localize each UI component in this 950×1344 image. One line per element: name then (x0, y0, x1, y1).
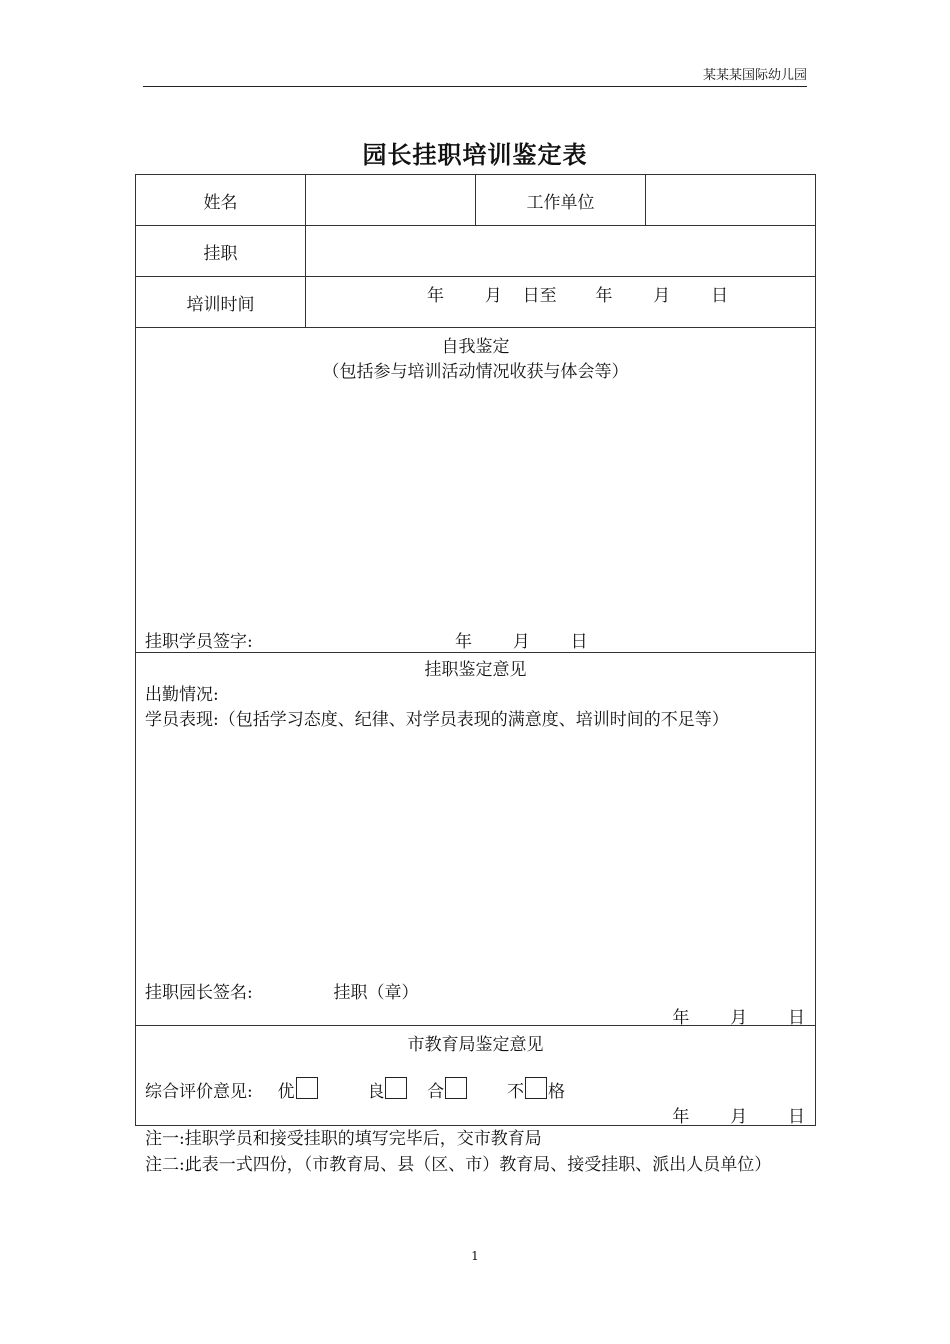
post-date-month: 月 (730, 1008, 748, 1028)
excellent-checkbox[interactable] (296, 1077, 318, 1099)
post-label: 挂职 (136, 226, 306, 277)
self-assessment-section[interactable] (136, 328, 816, 653)
name-label: 姓名 (136, 175, 306, 226)
post-date-year: 年 (672, 1008, 690, 1028)
assessment-form (135, 174, 816, 1126)
self-assessment-row (136, 328, 816, 653)
post-signature-label: 挂职园长签名: (145, 983, 253, 1003)
document-title: 园长挂职培训鉴定表 (362, 140, 588, 169)
date-day-2: 日 (711, 286, 729, 306)
note-1: 注一:挂职学员和接受挂职的填写完毕后，交市教育局 (145, 1129, 542, 1149)
self-signature-date (455, 627, 588, 652)
option-excellent-label: 优 (277, 1082, 295, 1102)
option-pass-label: 合 (427, 1082, 445, 1102)
good-checkbox[interactable] (385, 1077, 407, 1099)
overall-evaluation-label: 综合评价意见: (145, 1082, 253, 1102)
performance-label: 学员表现:（包括学习态度、纪律、对学员表现的满意度、培训时间的不足等） (145, 710, 729, 730)
name-field[interactable] (306, 175, 476, 226)
notes (145, 1126, 810, 1178)
self-signature-label: 挂职学员签字: (145, 632, 253, 652)
date-year-1: 年 (427, 286, 444, 306)
bureau-date-year: 年 (672, 1107, 690, 1127)
attendance-label: 出勤情况: (145, 685, 219, 705)
overall-evaluation-line (145, 1077, 565, 1102)
bureau-date (672, 1102, 805, 1127)
post-assessment-section[interactable] (136, 653, 816, 1026)
page-number: 1 (471, 1249, 479, 1263)
bureau-assessment-section[interactable] (136, 1026, 816, 1126)
post-assessment-row (136, 653, 816, 1026)
page-header (143, 66, 807, 87)
name-row (136, 175, 816, 226)
date-day-to: 日至 (522, 286, 557, 306)
header-org-name: 某某某国际幼儿园 (702, 68, 807, 83)
post-row (136, 226, 816, 277)
self-date-day: 日 (570, 632, 588, 652)
bureau-date-month: 月 (730, 1107, 748, 1127)
post-date-day: 日 (788, 1008, 805, 1028)
bureau-assessment-row (136, 1026, 816, 1126)
post-field[interactable] (306, 226, 816, 277)
pass-checkbox[interactable] (445, 1077, 467, 1099)
post-assessment-title: 挂职鉴定意见 (424, 660, 527, 680)
option-fail-label-end: 格 (547, 1082, 565, 1102)
training-time-field[interactable] (306, 277, 816, 328)
self-assessment-subtitle: （包括参与培训活动情况收获与体会等） (322, 362, 629, 382)
work-unit-field[interactable] (646, 175, 816, 226)
option-fail-label: 不 (506, 1082, 524, 1102)
bureau-assessment-title: 市教育局鉴定意见 (407, 1035, 544, 1055)
work-unit-label: 工作单位 (476, 175, 646, 226)
date-month-2: 月 (653, 286, 671, 306)
post-signature-line (145, 978, 419, 1003)
option-good-label: 良 (367, 1082, 385, 1102)
self-assessment-title: 自我鉴定 (441, 337, 510, 357)
stamp-label: 挂职（章） (333, 983, 419, 1003)
self-date-month: 月 (512, 632, 530, 652)
fail-checkbox[interactable] (525, 1077, 547, 1099)
self-signature-line (145, 627, 805, 652)
note-2: 注二:此表一式四份，（市教育局、县（区、市）教育局、接受挂职、派出人员单位） (145, 1155, 772, 1175)
bureau-date-day: 日 (788, 1107, 805, 1127)
post-signature-date (672, 1003, 805, 1028)
training-time-label: 培训时间 (136, 277, 306, 328)
date-year-2: 年 (595, 286, 613, 306)
training-date-range (427, 281, 728, 306)
self-date-year: 年 (455, 632, 472, 652)
date-month-1: 月 (484, 286, 502, 306)
training-time-row (136, 277, 816, 328)
